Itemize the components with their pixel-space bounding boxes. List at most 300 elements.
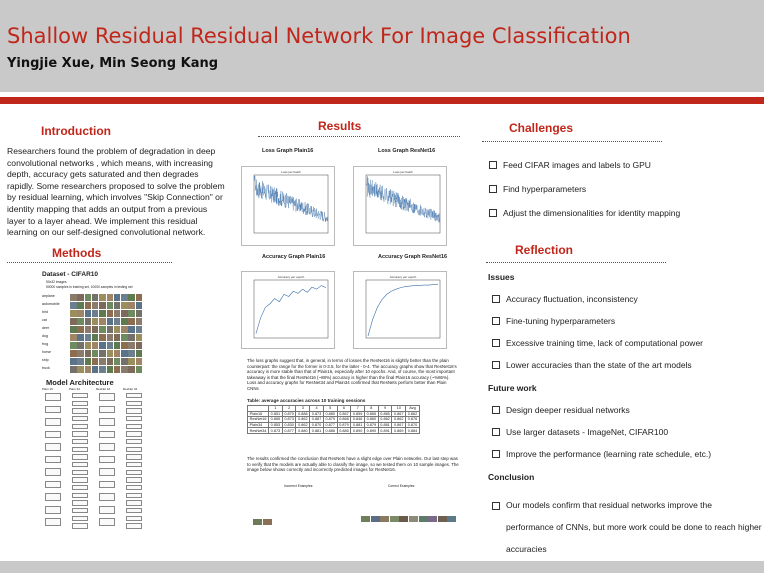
layer-box <box>45 456 61 464</box>
layer-box <box>72 439 88 444</box>
table-cell: 0.873 <box>282 417 296 423</box>
table-cell: 0.862 <box>378 417 392 423</box>
class-label: frog <box>42 342 49 346</box>
class-label: horse <box>42 350 51 354</box>
sample-thumb <box>107 302 114 309</box>
table-cell: 0.880 <box>323 411 337 417</box>
table-header-cell: 9 <box>378 406 392 412</box>
sample-thumb <box>85 318 92 325</box>
class-label: truck <box>42 366 50 370</box>
sample-thumb <box>114 318 121 325</box>
table-cell: 0.865 <box>365 411 379 417</box>
class-label: airplane <box>42 294 55 298</box>
acc-plot-plain16 <box>241 271 335 349</box>
layer-box <box>126 401 142 406</box>
architecture-column-label: Plain 16 <box>42 387 53 391</box>
sample-thumb <box>121 294 128 301</box>
table-cell: ResNet16 <box>248 417 269 423</box>
table-cell: Plain34 <box>248 422 269 428</box>
table-cell: 0.884 <box>406 428 420 434</box>
sample-thumb <box>99 302 106 309</box>
future-heading: Future work <box>488 383 537 393</box>
sample-thumb <box>85 358 92 365</box>
results-title: Results <box>318 119 362 133</box>
table-cell: 0.890 <box>365 428 379 434</box>
table-cell: 0.880 <box>296 428 310 434</box>
dataset-panel <box>38 270 148 375</box>
table-row <box>248 417 420 423</box>
table-cell: 0.870 <box>406 422 420 428</box>
plot-frame <box>366 280 440 338</box>
sample-thumb <box>128 350 135 357</box>
checkbox-icon <box>492 406 500 414</box>
sample-thumb <box>128 342 135 349</box>
layer-box <box>72 470 88 475</box>
layer-box <box>99 481 115 489</box>
layer-box <box>72 516 88 521</box>
correct-thumb <box>371 516 380 522</box>
list-item <box>492 294 703 304</box>
list-item <box>492 316 703 326</box>
issue-label: Accuracy fluctuation, inconsistency <box>506 294 638 304</box>
table-cell: 0.867 <box>392 422 406 428</box>
sample-thumb <box>136 366 143 373</box>
sample-thumb <box>107 310 114 317</box>
layer-box <box>72 493 88 498</box>
layer-box <box>99 506 115 514</box>
table-cell: 0.865 <box>378 411 392 417</box>
sample-thumb <box>114 294 121 301</box>
sample-thumb <box>92 350 99 357</box>
challenge-label: Feed CIFAR images and labels to GPU <box>503 160 651 170</box>
sample-thumb <box>70 366 77 373</box>
sample-thumb <box>121 318 128 325</box>
layer-box <box>99 406 115 414</box>
table-title: Table: average accuracies across 10 training sessions <box>247 398 366 403</box>
list-item <box>492 494 762 560</box>
sample-thumb <box>128 302 135 309</box>
sample-thumb <box>136 310 143 317</box>
table-cell: 0.888 <box>296 411 310 417</box>
sample-thumb <box>77 366 84 373</box>
sample-thumb <box>85 350 92 357</box>
layer-box <box>45 481 61 489</box>
conclusion-line: Our models confirm that residual networks improve the <box>506 500 712 510</box>
checkbox-icon <box>492 317 500 325</box>
sample-thumb <box>92 310 99 317</box>
correct-thumb <box>399 516 408 522</box>
architecture-column-label: ResNet 34 <box>123 387 138 391</box>
sample-thumb <box>92 326 99 333</box>
layer-box <box>99 518 115 526</box>
dataset-bullet: 50x32 images <box>46 280 67 284</box>
layer-box <box>72 462 88 467</box>
sample-thumb <box>136 350 143 357</box>
sample-thumb <box>121 366 128 373</box>
checkbox-icon <box>492 450 500 458</box>
correct-thumb <box>419 516 428 522</box>
sample-thumb <box>70 342 77 349</box>
table-cell: 0.862 <box>296 422 310 428</box>
list-item <box>492 427 711 437</box>
table-cell: 0.881 <box>378 422 392 428</box>
correct-thumb <box>438 516 447 522</box>
sample-thumb <box>121 310 128 317</box>
sample-thumb <box>77 342 84 349</box>
layer-box <box>45 431 61 439</box>
loss-plot-resnet16 <box>353 166 447 246</box>
checkbox-icon <box>492 295 500 303</box>
table-cell: 0.881 <box>310 428 324 434</box>
sample-thumb <box>70 350 77 357</box>
layer-box <box>45 468 61 476</box>
sample-thumb <box>99 294 106 301</box>
correct-thumb <box>380 516 389 522</box>
sample-thumb <box>92 366 99 373</box>
reflection-title: Reflection <box>515 243 574 257</box>
sample-thumb <box>70 334 77 341</box>
list-item <box>489 160 680 170</box>
table-cell: 0.881 <box>351 422 365 428</box>
checkbox-icon <box>492 428 500 436</box>
sample-thumb <box>77 358 84 365</box>
layer-box <box>126 493 142 498</box>
table-cell: 0.887 <box>310 417 324 423</box>
sample-thumb <box>114 310 121 317</box>
sample-thumb <box>107 366 114 373</box>
sample-thumb <box>99 342 106 349</box>
sample-thumb <box>85 326 92 333</box>
sample-thumb <box>92 294 99 301</box>
table-cell: 0.890 <box>351 428 365 434</box>
table-row <box>248 411 420 417</box>
layer-box <box>45 506 61 514</box>
table-cell: 0.867 <box>392 411 406 417</box>
sample-thumb <box>99 310 106 317</box>
plot-label: Loss per batch <box>393 170 413 174</box>
sample-thumb <box>121 334 128 341</box>
sample-thumb <box>70 310 77 317</box>
layer-box <box>72 523 88 528</box>
future-label: Use larger datasets - ImageNet, CIFAR100 <box>506 427 669 437</box>
loss-series <box>366 176 440 222</box>
class-label: ship <box>42 358 49 362</box>
layer-box <box>99 493 115 501</box>
issues-list <box>492 294 703 370</box>
table-header-cell: 7 <box>351 406 365 412</box>
loss-plain-title: Loss Graph Plain16 <box>262 148 314 154</box>
sample-thumb <box>92 342 99 349</box>
table-row <box>248 428 420 434</box>
sample-thumb <box>107 326 114 333</box>
correct-thumb <box>390 516 399 522</box>
sample-thumb <box>136 326 143 333</box>
plot-label: Loss per batch <box>281 170 301 174</box>
sample-thumb <box>136 318 143 325</box>
sample-thumb <box>92 318 99 325</box>
issue-label: Fine-tuning hyperparameters <box>506 316 616 326</box>
introduction-title: Introduction <box>41 124 111 138</box>
layer-box <box>126 408 142 413</box>
sample-thumb <box>107 342 114 349</box>
layer-box <box>126 393 142 398</box>
checkbox-icon <box>489 161 497 169</box>
issues-heading: Issues <box>488 272 515 282</box>
table-row <box>248 422 420 428</box>
dataset-bullet: 50000 samples in training set, 10000 samples in testing set <box>46 285 133 289</box>
table-cell: 0.873 <box>310 411 324 417</box>
sample-thumb <box>92 358 99 365</box>
sample-thumb <box>121 350 128 357</box>
layer-box <box>126 424 142 429</box>
table-header-cell: 4 <box>310 406 324 412</box>
sample-thumb <box>121 342 128 349</box>
dataset-title: Dataset - CIFAR10 <box>42 271 98 278</box>
layer-box <box>99 431 115 439</box>
sample-thumb <box>77 302 84 309</box>
layer-box <box>126 500 142 505</box>
issue-label: Excessive training time, lack of computational power <box>506 338 704 348</box>
sample-thumb <box>114 326 121 333</box>
sample-thumb <box>85 334 92 341</box>
challenges-list <box>489 160 680 218</box>
footer-band <box>0 561 764 573</box>
correct-thumb <box>428 516 437 522</box>
list-item <box>492 338 703 348</box>
sample-thumb <box>128 334 135 341</box>
layer-box <box>72 393 88 398</box>
architecture-title: Model Architecture <box>46 378 114 387</box>
sample-thumb <box>99 326 106 333</box>
layer-box <box>99 456 115 464</box>
checkbox-icon <box>492 339 500 347</box>
table-cell: 0.870 <box>310 422 324 428</box>
results-summary: The loss graphs suggest that, in general, in terms of losses the ResNet16 is slightly better than the plain counterpart: the range for the former is 0-3.5, for the latter - 0-4. The accuracy graphs show that ResNet16's accuracy is more stable than that of Plain16, especially after 10 epochs. And, of course, the most important takeaway is that the final ResNet16 (~88%) accuracy is higher than the final Plain16 accuracy (~%86%). Loss and accuracy graphs for ResNet34 and Plain34 confirmed that ResNets perform better than Plain CNNs <box>247 358 457 391</box>
layer-box <box>126 508 142 513</box>
incorrect-thumb <box>253 519 262 525</box>
table-cell: 0.870 <box>282 411 296 417</box>
list-item <box>489 184 680 194</box>
sample-thumb <box>99 350 106 357</box>
class-label: bird <box>42 310 48 314</box>
challenge-label: Find hyperparameters <box>503 184 587 194</box>
sample-thumb <box>136 358 143 365</box>
accuracy-table <box>247 405 420 434</box>
challenge-label: Adjust the dimensionalities for identity mapping <box>503 208 681 218</box>
class-label: deer <box>42 326 50 330</box>
plot-label: Accuracy per epoch <box>277 275 305 279</box>
table-cell: 0.879 <box>365 422 379 428</box>
challenges-divider <box>482 141 662 142</box>
layer-box <box>126 431 142 436</box>
sample-thumb <box>85 342 92 349</box>
layer-box <box>45 493 61 501</box>
sample-thumb <box>107 294 114 301</box>
table-cell: 0.862 <box>296 417 310 423</box>
table-cell: 0.877 <box>323 422 337 428</box>
list-item <box>492 405 711 415</box>
table-cell: 0.879 <box>323 417 337 423</box>
loss-plot-plain16 <box>241 166 335 246</box>
correct-examples <box>360 484 460 529</box>
table-cell: 0.865 <box>269 417 283 423</box>
table-cell: 0.862 <box>406 411 420 417</box>
layer-box <box>126 485 142 490</box>
sample-thumb <box>92 302 99 309</box>
sample-thumb <box>107 318 114 325</box>
checkbox-icon <box>489 185 497 193</box>
layer-box <box>126 462 142 467</box>
table-cell: 0.859 <box>351 411 365 417</box>
loss-res-title: Loss Graph ResNet16 <box>378 148 436 154</box>
table-cell: 0.851 <box>269 411 283 417</box>
class-label: automobile <box>42 302 60 306</box>
layer-box <box>45 406 61 414</box>
acc-plain-title: Accuracy Graph Plain16 <box>262 254 326 260</box>
conclusion-list <box>492 494 762 560</box>
sample-thumb <box>77 318 84 325</box>
layer-box <box>72 408 88 413</box>
sample-thumb <box>121 302 128 309</box>
sample-thumb <box>114 350 121 357</box>
table-header-cell: 6 <box>337 406 351 412</box>
layer-box <box>72 431 88 436</box>
sample-thumb <box>92 334 99 341</box>
architecture-column-label: Plain 34 <box>69 387 80 391</box>
architecture-column-label: ResNet 16 <box>96 387 111 391</box>
correct-caption: Correct Examples: <box>388 484 416 488</box>
table-cell: 0.862 <box>392 417 406 423</box>
table-cell: Plain16 <box>248 411 269 417</box>
issue-label: Lower accuracies than the state of the art models <box>506 360 692 370</box>
table-cell: 0.879 <box>337 422 351 428</box>
layer-box <box>72 485 88 490</box>
correct-thumb <box>361 516 370 522</box>
correct-thumb-strip <box>361 516 459 524</box>
table-header-cell: Avg <box>406 406 420 412</box>
layer-box <box>126 439 142 444</box>
table-cell: 0.868 <box>337 417 351 423</box>
sample-thumb <box>136 294 143 301</box>
plot-label: Accuracy per epoch <box>389 275 417 279</box>
sample-thumb <box>128 358 135 365</box>
future-label: Improve the performance (learning rate schedule, etc.) <box>506 449 712 459</box>
reflection-divider <box>486 262 666 263</box>
sample-thumb <box>121 326 128 333</box>
layer-box <box>99 393 115 401</box>
checkbox-icon <box>492 502 500 510</box>
loss-series <box>254 176 328 222</box>
layer-box <box>99 418 115 426</box>
acc-res-title: Accuracy Graph ResNet16 <box>378 254 448 260</box>
layer-box <box>72 500 88 505</box>
sample-thumb <box>107 358 114 365</box>
sample-thumb <box>107 350 114 357</box>
layer-box <box>45 443 61 451</box>
sample-thumb <box>77 350 84 357</box>
sample-thumb <box>114 342 121 349</box>
layer-box <box>126 416 142 421</box>
future-label: Design deeper residual networks <box>506 405 630 415</box>
table-cell: 0.873 <box>269 428 283 434</box>
sample-thumb <box>99 318 106 325</box>
list-item <box>489 208 680 218</box>
class-label: cat <box>42 318 47 322</box>
sample-thumb <box>99 358 106 365</box>
sample-thumb <box>85 366 92 373</box>
table-header-cell: 1 <box>269 406 283 412</box>
sample-thumb <box>114 366 121 373</box>
list-item <box>492 360 703 370</box>
sample-thumb <box>85 310 92 317</box>
layer-box <box>126 454 142 459</box>
layer-box <box>99 443 115 451</box>
checkbox-icon <box>489 209 497 217</box>
layer-box <box>45 518 61 526</box>
sample-thumb <box>136 302 143 309</box>
sample-thumb <box>70 294 77 301</box>
sample-thumb <box>136 334 143 341</box>
sample-thumb <box>121 358 128 365</box>
sample-thumb <box>70 358 77 365</box>
incorrect-thumb <box>263 519 272 525</box>
architecture-diagram <box>38 387 150 532</box>
table-cell: 0.869 <box>392 428 406 434</box>
table-header-cell: 2 <box>282 406 296 412</box>
sample-thumb <box>99 334 106 341</box>
accuracy-series <box>368 285 438 336</box>
table-header-cell: 10 <box>392 406 406 412</box>
sample-thumb <box>128 366 135 373</box>
introduction-text: Researchers found the problem of degradation in deep convolutional networks , which means, with increasing depth, accuracy gets saturated and then degrades rapidly. Some researchers proposed to solve the problem by residual learning, which involves "Skip Connection" or identity mapping that adds an output from a previous layer to a layer ahead. We implement this residual learning on our self-designed convolutional network. <box>7 146 225 238</box>
table-cell: 0.860 <box>365 417 379 423</box>
incorrect-examples <box>250 484 350 529</box>
layer-box <box>126 477 142 482</box>
poster-authors: Yingjie Xue, Min Seong Kang <box>7 56 219 71</box>
layer-box <box>126 516 142 521</box>
layer-box <box>72 401 88 406</box>
conclusion-heading: Conclusion <box>488 472 535 482</box>
table-cell: 0.885 <box>337 428 351 434</box>
table-cell: 0.846 <box>351 417 365 423</box>
table-header-cell: 5 <box>323 406 337 412</box>
correct-thumb <box>409 516 418 522</box>
sample-thumb <box>85 294 92 301</box>
sample-thumb <box>128 310 135 317</box>
table-header-cell: 8 <box>365 406 379 412</box>
table-cell: 0.830 <box>282 422 296 428</box>
future-list <box>492 405 711 459</box>
sample-thumb <box>85 302 92 309</box>
correct-thumb <box>447 516 456 522</box>
layer-box <box>72 416 88 421</box>
methods-divider <box>7 262 172 263</box>
sample-thumb <box>70 318 77 325</box>
layer-box <box>72 454 88 459</box>
layer-box <box>72 447 88 452</box>
sample-thumb <box>99 366 106 373</box>
sample-thumb <box>136 342 143 349</box>
sample-thumb <box>77 326 84 333</box>
class-label: dog <box>42 334 48 338</box>
sample-thumb <box>77 334 84 341</box>
list-item <box>492 449 711 459</box>
table-cell: 0.853 <box>269 422 283 428</box>
layer-box <box>72 508 88 513</box>
sample-thumb <box>77 310 84 317</box>
sample-thumb <box>70 326 77 333</box>
challenges-title: Challenges <box>509 121 574 135</box>
